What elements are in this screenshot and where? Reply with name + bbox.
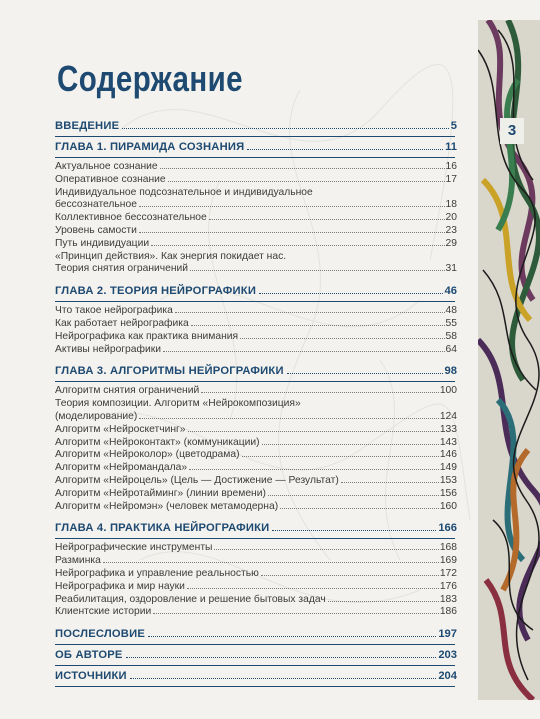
toc-item[interactable] [55,437,457,450]
toc-heading: ВВЕДЕНИЕ [55,120,120,132]
dot-leader [139,418,439,419]
toc-heading: ГЛАВА 2. ТЕОРИЯ НЕЙРОГРАФИКИ [55,285,257,298]
toc-item-text: Актуальное сознание [55,161,158,172]
dot-leader [268,495,439,496]
toc-heading: ГЛАВА 3. АЛГОРИТМЫ НЕЙРОГРАФИКИ [55,365,284,378]
dot-leader [261,575,439,576]
toc-item-page: 48 [445,305,457,317]
section-rule [55,301,455,302]
section-rule [55,157,455,158]
toc-item[interactable] [55,238,457,251]
page-number: 3 [500,118,524,144]
toc-item-page: 58 [445,330,457,342]
dot-leader [148,636,436,637]
toc-heading-row[interactable] [55,140,457,155]
toc-heading-row[interactable] [55,627,457,642]
dot-leader [201,392,439,393]
toc-item-text: Разминка [55,555,101,567]
toc-item[interactable] [55,581,457,594]
table-of-contents [55,117,457,690]
toc-item[interactable] [55,606,457,619]
toc-item-text-line1: Теория композиции. Алгоритм «Нейрокомпозиция» [55,398,301,410]
toc-item-page: 186 [439,606,457,618]
toc-item-page: 156 [439,487,457,499]
toc-item-text: Алгоритм «Нейроконтакт» (коммуникации) [55,436,260,448]
toc-heading: ИСТОЧНИКИ [55,670,127,683]
toc-item-text: Что такое нейрографика [55,305,173,317]
dot-leader [160,168,445,169]
toc-heading-row[interactable] [55,648,457,663]
toc-heading-row[interactable] [55,364,457,379]
dot-leader [126,657,437,658]
toc-heading: ОБ АВТОРЕ [55,649,123,662]
toc-section [55,119,457,137]
section-gap [55,356,457,362]
toc-item[interactable] [55,187,457,213]
toc-item-text: Как работает нейрографика [55,317,189,329]
dot-leader [287,373,443,374]
toc-item-page: 160 [439,500,457,512]
toc-section [55,648,457,666]
section-rule [55,686,455,687]
toc-item-page: 124 [439,410,457,422]
dot-leader [163,351,445,352]
toc-heading-page: 204 [438,670,457,683]
toc-item-text: Алгоритм снятия ограничений [55,385,200,397]
toc-item-text: Нейрографика и управление реальностью [55,567,259,579]
toc-item[interactable] [55,251,457,277]
dot-leader [214,549,438,550]
toc-item-text: Алгоритм «Нейромэн» (человек метамодерна) [55,500,279,512]
toc-heading-row[interactable] [55,521,457,536]
dot-leader [240,338,444,339]
toc-item[interactable] [55,225,457,238]
dot-leader [153,613,439,614]
toc-section [55,140,457,282]
toc-item-text: Алгоритм «Нейроцель» (Цель — Достижение — Результат) [55,474,339,486]
toc-item-page: 23 [445,224,457,236]
dot-leader [168,181,445,182]
toc-heading-row[interactable] [55,669,457,684]
toc-heading-page: 46 [444,285,457,298]
toc-item-text: Теория снятия ограничений [55,263,189,275]
toc-item-page: 18 [445,199,457,211]
section-rule [55,665,455,666]
toc-item-text: (моделирование) [55,410,138,422]
toc-heading-row[interactable] [55,284,457,299]
toc-item-page: 153 [439,474,457,486]
toc-section [55,364,457,519]
toc-item[interactable] [55,462,457,475]
dot-leader [280,508,439,509]
toc-heading-page: 98 [444,365,457,378]
toc-item-text: Путь индивидуации [55,237,150,249]
toc-heading-page: 11 [445,141,457,153]
toc-item-page: 183 [439,593,457,605]
toc-item-text: Клиентские истории [55,606,152,618]
dot-leader [328,601,439,602]
toc-section [55,521,457,625]
toc-item[interactable] [55,385,457,398]
dot-leader [122,128,449,129]
section-rule [55,381,455,382]
section-gap [55,513,457,519]
toc-item[interactable] [55,174,457,187]
toc-item-page: 172 [439,567,457,579]
dot-leader [247,149,443,150]
toc-item-page: 17 [445,173,457,185]
toc-item-page: 16 [445,161,457,172]
toc-item-page: 100 [439,385,457,397]
dot-leader [242,456,439,457]
section-gap [55,619,457,625]
toc-item-text: Коллективное бессознательное [55,212,207,224]
toc-item[interactable] [55,594,457,607]
dot-leader [262,444,439,445]
dot-leader [139,232,445,233]
dot-leader [209,219,445,220]
dot-leader [189,469,439,470]
toc-item-page: 143 [439,436,457,448]
toc-item-page: 168 [439,542,457,554]
toc-item-page: 146 [439,449,457,461]
toc-item[interactable] [55,331,457,344]
toc-item-text-line1: Индивидуальное подсознательное и индивидуальное [55,186,313,198]
toc-item[interactable] [55,568,457,581]
section-rule [55,136,455,137]
toc-item-text-line1: «Принцип действия». Как энергия покидает нас. [55,250,287,262]
toc-item-text: Алгоритм «Нейротайминг» (линии времени) [55,487,266,499]
toc-heading: ГЛАВА 4. ПРАКТИКА НЕЙРОГРАФИКИ [55,522,270,535]
dot-leader [175,312,445,313]
toc-item[interactable] [55,305,457,318]
dot-leader [341,482,439,483]
section-rule [55,538,455,539]
section-rule [55,644,455,645]
toc-item[interactable] [55,424,457,437]
toc-item-text: Нейрографика и мир науки [55,580,185,592]
dot-leader [103,562,439,563]
toc-item-text: Реабилитация, оздоровление и решение бытовых задач [55,593,326,605]
toc-item-page: 133 [439,423,457,435]
toc-item[interactable] [55,161,457,174]
toc-item-text: Алгоритм «Нейроколор» (цветодрама) [55,449,240,461]
toc-heading-row[interactable] [55,119,457,134]
toc-item-text: Оперативное сознание [55,173,166,185]
toc-item[interactable] [55,475,457,488]
dot-leader [190,270,444,271]
toc-item-text: Нейрографические инструменты [55,542,213,554]
toc-item[interactable] [55,318,457,331]
dot-leader [139,206,445,207]
page-title: Содержание [57,58,243,99]
toc-item-page: 55 [445,317,457,329]
toc-item[interactable] [55,488,457,501]
toc-item-text: бессознательное [55,199,137,211]
toc-section [55,669,457,687]
toc-item[interactable] [55,555,457,568]
toc-item-text: Уровень самости [55,224,137,236]
toc-section [55,627,457,645]
toc-item[interactable] [55,398,457,424]
toc-heading-page: 203 [438,649,457,662]
toc-item[interactable] [55,212,457,225]
toc-item-page: 149 [439,462,457,474]
toc-item[interactable] [55,501,457,514]
toc-item-page: 169 [439,555,457,567]
dot-leader [272,530,436,531]
toc-item[interactable] [55,449,457,462]
toc-item-text: Нейрографика как практика внимания [55,330,239,342]
toc-item[interactable] [55,542,457,555]
toc-item-text: Активы нейрографики [55,343,161,355]
toc-item[interactable] [55,344,457,357]
toc-heading-page: 166 [438,522,457,535]
toc-heading-page: 197 [438,628,457,641]
toc-item-page: 176 [439,580,457,592]
toc-item-page: 20 [445,212,457,224]
toc-heading: ГЛАВА 1. ПИРАМИДА СОЗНАНИЯ [55,141,245,153]
dot-leader [191,325,445,326]
toc-item-page: 31 [445,263,457,275]
dot-leader [188,431,439,432]
section-gap [55,276,457,282]
toc-item-text: Алгоритм «Нейроскетчинг» [55,423,186,435]
toc-item-page: 64 [445,343,457,355]
dot-leader [187,588,439,589]
toc-heading: ПОСЛЕСЛОВИЕ [55,628,145,641]
dot-leader [151,245,444,246]
toc-heading-page: 5 [450,120,457,132]
toc-section [55,284,457,362]
toc-item-page: 29 [445,237,457,249]
toc-item-text: Алгоритм «Нейромандала» [55,462,188,474]
dot-leader [259,293,442,294]
dot-leader [130,678,437,679]
